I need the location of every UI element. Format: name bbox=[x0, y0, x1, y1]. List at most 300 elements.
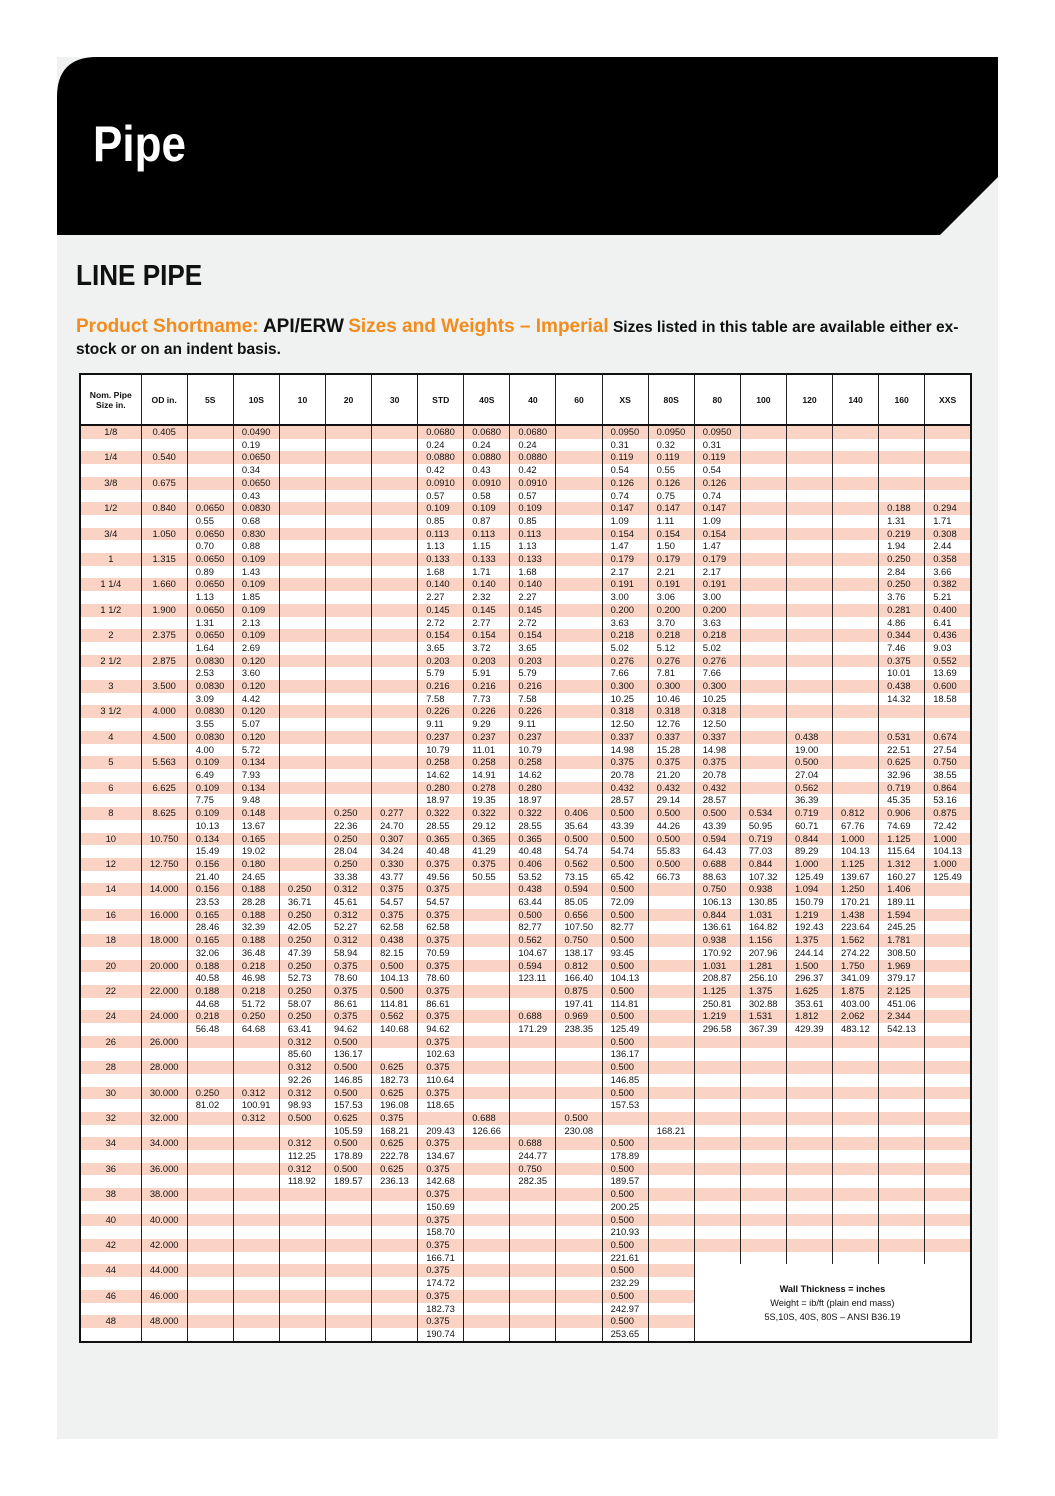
table-cell bbox=[648, 1214, 694, 1227]
table-cell bbox=[372, 1328, 418, 1342]
table-cell bbox=[879, 1125, 925, 1138]
table-cell: 85.60 bbox=[279, 1048, 325, 1061]
column-header: 40 bbox=[510, 374, 556, 425]
table-cell: 0.0830 bbox=[233, 502, 279, 515]
table-cell: 0.406 bbox=[510, 858, 556, 871]
table-cell: 0.812 bbox=[556, 960, 602, 973]
table-cell bbox=[326, 490, 372, 503]
table-cell: 82.77 bbox=[510, 921, 556, 934]
table-cell: 0.500 bbox=[648, 833, 694, 846]
table-cell: 28.57 bbox=[602, 794, 648, 807]
table-cell: 0.688 bbox=[464, 1112, 510, 1125]
table-cell bbox=[740, 1048, 786, 1061]
table-cell: 114.81 bbox=[602, 998, 648, 1011]
table-cell bbox=[925, 1048, 971, 1061]
table-cell bbox=[187, 1188, 233, 1201]
table-cell bbox=[925, 960, 971, 973]
table-cell bbox=[233, 1201, 279, 1214]
table-cell bbox=[556, 1188, 602, 1201]
table-cell bbox=[786, 1048, 832, 1061]
table-cell: 0.119 bbox=[648, 451, 694, 464]
cell-od: 32.000 bbox=[141, 1112, 187, 1125]
table-cell: 0.140 bbox=[464, 578, 510, 591]
table-cell bbox=[786, 439, 832, 452]
cell-nominal-size bbox=[80, 540, 141, 553]
table-row bbox=[80, 604, 971, 617]
table-cell: 170.92 bbox=[694, 947, 740, 960]
table-cell: 0.237 bbox=[418, 731, 464, 744]
table-cell: 0.0650 bbox=[187, 502, 233, 515]
table-cell bbox=[833, 1099, 879, 1112]
cell-nominal-size bbox=[80, 464, 141, 477]
table-cell: 0.500 bbox=[602, 934, 648, 947]
table-cell bbox=[556, 502, 602, 515]
table-cell bbox=[879, 1150, 925, 1163]
table-cell bbox=[372, 604, 418, 617]
table-cell bbox=[464, 896, 510, 909]
table-cell: 0.216 bbox=[464, 680, 510, 693]
table-cell bbox=[556, 1074, 602, 1087]
table-row bbox=[80, 909, 971, 922]
table-cell bbox=[556, 769, 602, 782]
table-cell bbox=[648, 998, 694, 1011]
table-cell: 245.25 bbox=[879, 921, 925, 934]
table-cell bbox=[879, 1239, 925, 1252]
cell-od: 2.875 bbox=[141, 655, 187, 668]
table-cell: 28.55 bbox=[418, 820, 464, 833]
table-cell bbox=[510, 1328, 556, 1342]
table-cell: 0.552 bbox=[925, 655, 971, 668]
table-cell: 0.750 bbox=[925, 756, 971, 769]
cell-od bbox=[141, 820, 187, 833]
table-cell bbox=[740, 667, 786, 680]
table-cell bbox=[833, 655, 879, 668]
table-row bbox=[80, 1010, 971, 1023]
table-cell: 118.92 bbox=[279, 1175, 325, 1188]
table-cell bbox=[879, 490, 925, 503]
table-cell: 0.0650 bbox=[233, 477, 279, 490]
table-cell bbox=[464, 1061, 510, 1074]
table-cell: 236.13 bbox=[372, 1175, 418, 1188]
table-cell: 0.375 bbox=[418, 1137, 464, 1150]
table-cell bbox=[372, 642, 418, 655]
table-cell: 33.38 bbox=[326, 871, 372, 884]
table-cell: 256.10 bbox=[740, 972, 786, 985]
table-cell bbox=[556, 1290, 602, 1303]
table-cell: 0.438 bbox=[879, 680, 925, 693]
table-cell bbox=[279, 820, 325, 833]
table-cell: 0.375 bbox=[879, 655, 925, 668]
table-cell bbox=[279, 1201, 325, 1214]
table-cell: 81.02 bbox=[187, 1099, 233, 1112]
table-cell bbox=[833, 1061, 879, 1074]
table-cell: 0.688 bbox=[510, 1137, 556, 1150]
table-cell bbox=[786, 1061, 832, 1074]
table-cell: 1.594 bbox=[879, 909, 925, 922]
table-cell: 1.875 bbox=[833, 985, 879, 998]
table-cell: 0.218 bbox=[602, 629, 648, 642]
table-row bbox=[80, 1252, 971, 1265]
table-cell bbox=[786, 1175, 832, 1188]
table-cell: 53.16 bbox=[925, 794, 971, 807]
table-cell: 9.11 bbox=[510, 718, 556, 731]
table-cell bbox=[786, 693, 832, 706]
table-cell: 4.42 bbox=[233, 693, 279, 706]
table-cell: 0.938 bbox=[694, 934, 740, 947]
table-cell bbox=[233, 1264, 279, 1277]
table-cell: 0.307 bbox=[372, 833, 418, 846]
table-cell: 0.165 bbox=[233, 833, 279, 846]
table-cell: 197.41 bbox=[556, 998, 602, 1011]
table-cell bbox=[510, 1036, 556, 1049]
table-cell bbox=[833, 451, 879, 464]
table-cell bbox=[187, 1252, 233, 1265]
table-cell: 0.0950 bbox=[648, 425, 694, 439]
table-cell bbox=[694, 1036, 740, 1049]
table-cell: 146.85 bbox=[602, 1074, 648, 1087]
cell-od bbox=[141, 1277, 187, 1290]
cell-nominal-size bbox=[80, 794, 141, 807]
table-cell: 1.125 bbox=[694, 985, 740, 998]
table-cell: 166.71 bbox=[418, 1252, 464, 1265]
table-cell: 13.67 bbox=[233, 820, 279, 833]
table-cell: 1.781 bbox=[879, 934, 925, 947]
table-cell bbox=[833, 1239, 879, 1252]
table-cell bbox=[740, 1252, 786, 1265]
table-cell: 0.719 bbox=[786, 807, 832, 820]
table-cell bbox=[833, 515, 879, 528]
table-cell bbox=[786, 617, 832, 630]
table-row bbox=[80, 629, 971, 642]
table-cell bbox=[279, 604, 325, 617]
cell-od bbox=[141, 896, 187, 909]
table-cell: 7.58 bbox=[418, 693, 464, 706]
table-cell bbox=[279, 1328, 325, 1342]
table-legend bbox=[694, 1264, 971, 1341]
table-cell: 0.375 bbox=[418, 1315, 464, 1328]
table-cell bbox=[279, 744, 325, 757]
table-cell: 35.64 bbox=[556, 820, 602, 833]
table-cell bbox=[786, 528, 832, 541]
cell-od: 1.900 bbox=[141, 604, 187, 617]
table-cell: 0.500 bbox=[602, 1188, 648, 1201]
table-cell: 0.70 bbox=[187, 540, 233, 553]
table-cell bbox=[187, 490, 233, 503]
table-cell bbox=[833, 1125, 879, 1138]
table-cell bbox=[233, 1303, 279, 1316]
table-cell: 0.337 bbox=[694, 731, 740, 744]
table-cell: 230.08 bbox=[556, 1125, 602, 1138]
table-cell: 0.280 bbox=[418, 782, 464, 795]
table-cell: 0.219 bbox=[879, 528, 925, 541]
table-cell: 0.57 bbox=[510, 490, 556, 503]
cell-od: 1.050 bbox=[141, 528, 187, 541]
table-cell bbox=[833, 1175, 879, 1188]
table-cell: 0.42 bbox=[418, 464, 464, 477]
cell-od bbox=[141, 439, 187, 452]
table-cell bbox=[326, 477, 372, 490]
shortname-value: API/ERW bbox=[262, 316, 344, 337]
table-cell: 5.02 bbox=[694, 642, 740, 655]
table-cell: 0.375 bbox=[418, 1036, 464, 1049]
table-row bbox=[80, 1137, 971, 1150]
table-cell bbox=[556, 477, 602, 490]
table-cell bbox=[372, 756, 418, 769]
table-cell bbox=[740, 1163, 786, 1176]
table-cell: 5.21 bbox=[925, 591, 971, 604]
table-cell bbox=[740, 1036, 786, 1049]
cell-nominal-size: 36 bbox=[80, 1163, 141, 1176]
table-cell: 0.191 bbox=[648, 578, 694, 591]
table-cell: 1.031 bbox=[740, 909, 786, 922]
table-cell bbox=[786, 477, 832, 490]
table-cell: 0.32 bbox=[648, 439, 694, 452]
table-cell bbox=[786, 705, 832, 718]
table-cell bbox=[786, 553, 832, 566]
table-cell: 0.278 bbox=[464, 782, 510, 795]
table-cell bbox=[464, 1036, 510, 1049]
table-cell bbox=[786, 1137, 832, 1150]
table-cell: 3.70 bbox=[648, 617, 694, 630]
cell-nominal-size bbox=[80, 845, 141, 858]
table-cell bbox=[464, 1175, 510, 1188]
table-row bbox=[80, 1175, 971, 1188]
cell-od bbox=[141, 1150, 187, 1163]
table-cell: 6.41 bbox=[925, 617, 971, 630]
table-cell: 0.312 bbox=[279, 1061, 325, 1074]
table-cell bbox=[879, 1048, 925, 1061]
table-cell: 207.96 bbox=[740, 947, 786, 960]
table-cell bbox=[187, 1036, 233, 1049]
table-cell bbox=[233, 1137, 279, 1150]
header-banner bbox=[57, 57, 998, 235]
table-cell: 0.844 bbox=[786, 833, 832, 846]
table-cell bbox=[740, 731, 786, 744]
table-cell: 104.13 bbox=[602, 972, 648, 985]
cell-nominal-size: 14 bbox=[80, 883, 141, 896]
table-cell bbox=[326, 629, 372, 642]
table-cell bbox=[740, 680, 786, 693]
table-cell: 0.74 bbox=[694, 490, 740, 503]
table-cell: 178.89 bbox=[602, 1150, 648, 1163]
table-cell bbox=[833, 769, 879, 782]
table-cell bbox=[233, 1074, 279, 1087]
table-cell: 2.062 bbox=[833, 1010, 879, 1023]
table-cell bbox=[326, 769, 372, 782]
table-cell: 3.00 bbox=[602, 591, 648, 604]
table-cell: 150.69 bbox=[418, 1201, 464, 1214]
table-cell bbox=[279, 451, 325, 464]
table-cell: 0.147 bbox=[648, 502, 694, 515]
table-cell: 0.500 bbox=[786, 756, 832, 769]
table-cell: 0.109 bbox=[233, 553, 279, 566]
table-cell bbox=[602, 1112, 648, 1125]
table-cell: 110.64 bbox=[418, 1074, 464, 1087]
table-cell bbox=[279, 464, 325, 477]
table-cell: 10.79 bbox=[418, 744, 464, 757]
table-cell bbox=[464, 921, 510, 934]
table-cell: 130.85 bbox=[740, 896, 786, 909]
table-cell bbox=[556, 1150, 602, 1163]
cell-od bbox=[141, 1226, 187, 1239]
table-cell: 0.109 bbox=[510, 502, 556, 515]
table-cell: 0.250 bbox=[187, 1087, 233, 1100]
table-cell bbox=[187, 1150, 233, 1163]
table-cell bbox=[279, 553, 325, 566]
table-cell: 125.49 bbox=[786, 871, 832, 884]
table-cell: 0.375 bbox=[372, 1112, 418, 1125]
table-cell: 0.145 bbox=[510, 604, 556, 617]
table-cell: 0.438 bbox=[786, 731, 832, 744]
table-cell: 32.39 bbox=[233, 921, 279, 934]
column-header: 10S bbox=[233, 374, 279, 425]
table-cell bbox=[833, 1163, 879, 1176]
table-cell: 0.134 bbox=[187, 833, 233, 846]
table-cell: 0.200 bbox=[694, 604, 740, 617]
table-cell bbox=[833, 566, 879, 579]
table-cell: 2.77 bbox=[464, 617, 510, 630]
cell-nominal-size: 3 bbox=[80, 680, 141, 693]
table-cell: 0.109 bbox=[233, 629, 279, 642]
table-cell: 56.48 bbox=[187, 1023, 233, 1036]
table-cell bbox=[786, 680, 832, 693]
table-cell: 0.165 bbox=[187, 909, 233, 922]
table-cell: 0.500 bbox=[602, 1214, 648, 1227]
table-cell: 0.258 bbox=[510, 756, 556, 769]
table-cell: 1.68 bbox=[510, 566, 556, 579]
table-cell: 0.126 bbox=[602, 477, 648, 490]
table-cell: 0.830 bbox=[233, 528, 279, 541]
table-cell: 0.0650 bbox=[187, 578, 233, 591]
table-cell bbox=[879, 451, 925, 464]
cell-nominal-size bbox=[80, 667, 141, 680]
cell-nominal-size bbox=[80, 566, 141, 579]
table-cell bbox=[326, 1239, 372, 1252]
table-cell bbox=[648, 883, 694, 896]
table-cell: 43.39 bbox=[694, 820, 740, 833]
table-cell bbox=[833, 1150, 879, 1163]
table-cell bbox=[786, 1125, 832, 1138]
table-cell bbox=[925, 985, 971, 998]
table-cell bbox=[372, 1188, 418, 1201]
table-cell bbox=[187, 1163, 233, 1176]
table-cell: 0.400 bbox=[925, 604, 971, 617]
table-cell bbox=[464, 947, 510, 960]
table-cell bbox=[925, 909, 971, 922]
cell-nominal-size: 3 1/2 bbox=[80, 705, 141, 718]
table-cell: 52.73 bbox=[279, 972, 325, 985]
table-cell: 0.0910 bbox=[510, 477, 556, 490]
table-cell bbox=[740, 1239, 786, 1252]
table-cell bbox=[556, 667, 602, 680]
table-cell: 0.300 bbox=[602, 680, 648, 693]
table-cell bbox=[464, 1188, 510, 1201]
table-cell bbox=[510, 1252, 556, 1265]
cell-od bbox=[141, 769, 187, 782]
table-cell: 10.46 bbox=[648, 693, 694, 706]
table-cell: 0.280 bbox=[510, 782, 556, 795]
table-cell: 0.432 bbox=[648, 782, 694, 795]
table-cell: 19.00 bbox=[786, 744, 832, 757]
table-cell bbox=[510, 1290, 556, 1303]
table-cell: 0.500 bbox=[602, 833, 648, 846]
table-cell: 94.62 bbox=[418, 1023, 464, 1036]
table-cell: 1.15 bbox=[464, 540, 510, 553]
table-cell: 0.438 bbox=[510, 883, 556, 896]
table-cell bbox=[464, 1201, 510, 1214]
table-cell bbox=[925, 477, 971, 490]
cell-nominal-size: 1 bbox=[80, 553, 141, 566]
table-cell: 28.04 bbox=[326, 845, 372, 858]
table-cell: 146.85 bbox=[326, 1074, 372, 1087]
table-cell bbox=[187, 439, 233, 452]
table-cell bbox=[556, 1087, 602, 1100]
table-cell bbox=[464, 985, 510, 998]
table-cell: 0.226 bbox=[418, 705, 464, 718]
table-cell bbox=[694, 1048, 740, 1061]
table-cell: 0.218 bbox=[648, 629, 694, 642]
table-row bbox=[80, 794, 971, 807]
cell-nominal-size: 44 bbox=[80, 1264, 141, 1277]
table-cell bbox=[279, 1125, 325, 1138]
table-cell bbox=[556, 591, 602, 604]
column-header: 160 bbox=[879, 374, 925, 425]
table-cell: 1.438 bbox=[833, 909, 879, 922]
table-cell bbox=[279, 1315, 325, 1328]
table-cell: 5.02 bbox=[602, 642, 648, 655]
table-cell: 0.0910 bbox=[464, 477, 510, 490]
table-cell bbox=[187, 1061, 233, 1074]
table-cell bbox=[694, 1150, 740, 1163]
table-cell bbox=[279, 782, 325, 795]
cell-nominal-size bbox=[80, 591, 141, 604]
table-cell: 0.656 bbox=[556, 909, 602, 922]
cell-nominal-size bbox=[80, 1099, 141, 1112]
table-cell bbox=[648, 1175, 694, 1188]
table-cell bbox=[187, 1226, 233, 1239]
table-cell bbox=[740, 439, 786, 452]
table-row bbox=[80, 883, 971, 896]
table-cell: 0.203 bbox=[418, 655, 464, 668]
table-cell: 158.70 bbox=[418, 1226, 464, 1239]
table-cell bbox=[187, 464, 233, 477]
cell-od bbox=[141, 642, 187, 655]
cell-nominal-size bbox=[80, 1175, 141, 1188]
table-cell: 242.97 bbox=[602, 1303, 648, 1316]
table-cell bbox=[372, 1315, 418, 1328]
table-cell: 118.65 bbox=[418, 1099, 464, 1112]
table-cell: 0.109 bbox=[464, 502, 510, 515]
table-cell bbox=[556, 1099, 602, 1112]
table-cell: 0.432 bbox=[694, 782, 740, 795]
table-row bbox=[80, 845, 971, 858]
table-cell bbox=[510, 1048, 556, 1061]
table-cell: 0.625 bbox=[326, 1112, 372, 1125]
table-cell bbox=[740, 1226, 786, 1239]
table-cell: 50.95 bbox=[740, 820, 786, 833]
table-cell: 9.03 bbox=[925, 642, 971, 655]
table-cell bbox=[279, 566, 325, 579]
table-row bbox=[80, 667, 971, 680]
table-cell: 0.688 bbox=[694, 858, 740, 871]
table-cell: 0.179 bbox=[648, 553, 694, 566]
table-cell bbox=[648, 1239, 694, 1252]
table-cell: 0.226 bbox=[464, 705, 510, 718]
cell-od bbox=[141, 566, 187, 579]
table-cell: 11.01 bbox=[464, 744, 510, 757]
table-cell bbox=[925, 1099, 971, 1112]
table-cell: 0.500 bbox=[648, 858, 694, 871]
